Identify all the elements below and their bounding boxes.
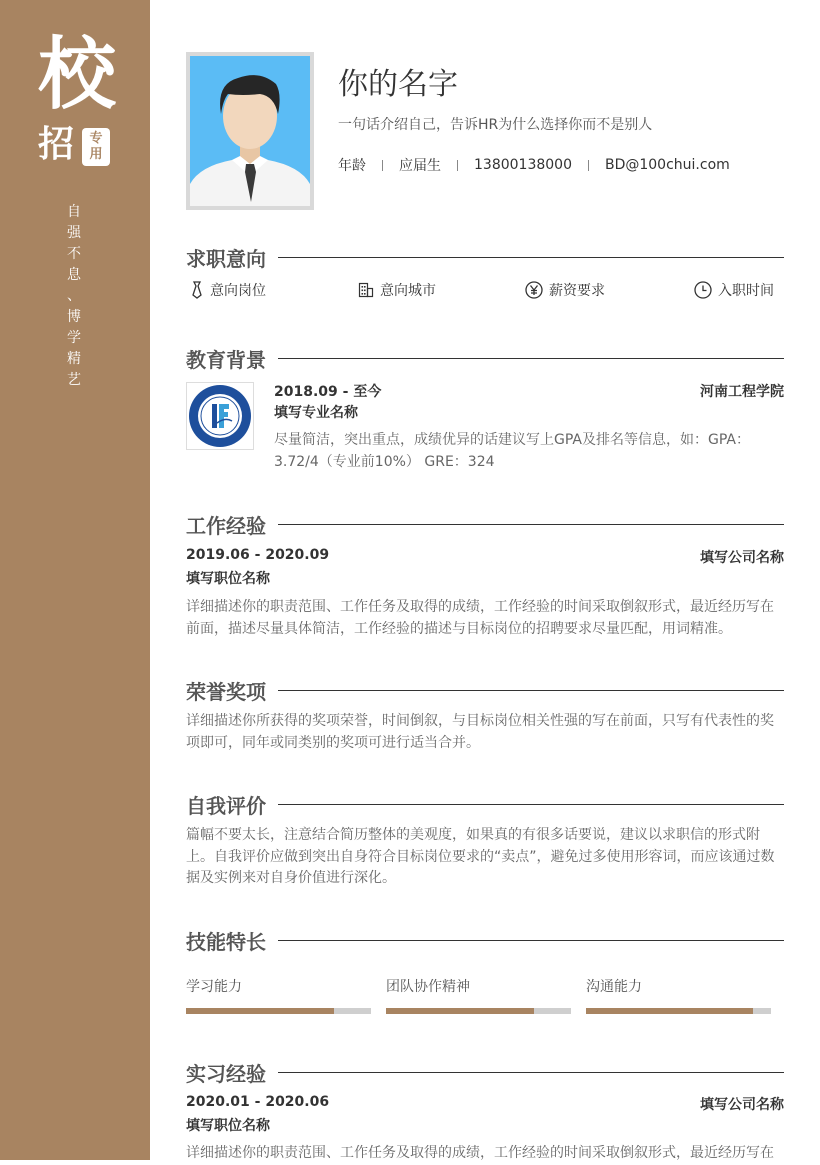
profile-photo [186,52,314,210]
exclusive-badge [82,128,110,166]
skill-label: 沟通能力 [586,979,642,995]
motto-char: 自 [67,204,81,220]
section-rule [278,358,784,359]
section-education [186,345,784,371]
divider [382,160,383,171]
work-position: 填写职位名称 [186,571,270,587]
motto-char: 博 [67,309,81,325]
section-rule [278,524,784,525]
section-title: 工作经验 [186,513,266,538]
skill-bar-fill [386,1008,534,1014]
intent-label: 薪资要求 [549,283,605,299]
skill-bar [386,1008,571,1014]
motto-char: 学 [67,330,81,346]
internship-position: 填写职位名称 [186,1118,270,1134]
section-honors [186,677,784,703]
section-rule [278,1072,784,1073]
section-title: 荣誉奖项 [186,679,266,704]
motto-char: 强 [67,225,81,241]
badge-bottom-char: 用 [89,147,103,162]
motto-char: 艺 [67,372,81,388]
school-emblem-icon [187,383,253,449]
section-rule [278,257,784,258]
status-text: 应届生 [399,158,441,174]
skill-item [386,976,571,1014]
intent-start-date [694,280,774,300]
section-title: 教育背景 [186,347,266,372]
motto-char: 息 [67,267,81,283]
intent-label: 意向城市 [380,283,436,299]
building-icon [358,282,374,298]
badge-top-char: 专 [89,131,103,146]
yen-icon [525,281,543,299]
work-date: 2019.06 - 2020.09 [186,547,330,563]
skill-bar [586,1008,771,1014]
work-company: 填写公司名称 [700,550,784,566]
skill-label: 团队协作精神 [386,979,470,995]
candidate-name: 你的名字 [338,67,458,102]
internship-desc: 详细描述你的职责范围、工作任务及取得的成绩，工作经验的时间采取倒叙形式，最近经历写在 [186,1145,774,1161]
divider [588,160,589,171]
intent-salary [525,280,605,300]
motto-char: 、 [67,288,81,304]
skill-bar-fill [586,1008,753,1014]
sidebar-motto [64,202,84,391]
intent-position [190,280,266,300]
motto-char: 精 [67,351,81,367]
divider [457,160,458,171]
honors-desc: 详细描述你所获得的奖项荣誉，时间倒叙，与目标岗位相关性强的写在前面，只写有代表性的奖项即可，同年或同类别的奖项可进行适当合并。 [186,713,774,751]
work-desc: 详细描述你的职责范围、工作任务及取得的成绩，工作经验的时间采取倒叙形式，最近经历写在前面，描述尽量具体简洁，工作经验的描述与目标岗位的招聘要求尽量匹配，用词精准。 [186,599,774,637]
sidebar [0,0,150,1160]
clock-icon [694,281,712,299]
section-rule [278,690,784,691]
section-title: 求职意向 [186,246,266,271]
education-date: 2018.09 - 至今 [274,384,382,400]
skill-label: 学习能力 [186,979,242,995]
school-logo [186,382,254,450]
section-rule [278,940,784,941]
internship-company: 填写公司名称 [700,1097,784,1113]
self-eval-desc: 篇幅不要太长，注意结合简历整体的美观度，如果真的有很多话要说，建议以求职信的形式附上。自我评价应做到突出自身符合目标岗位要求的“卖点”，避免过多使用形容词，而应该通过数据及实例来对自身价值进行深化。 [186,827,775,886]
skill-item [186,976,371,1014]
age-text: 年龄 [338,158,366,174]
self-intro: 一句话介绍自己，告诉HR为什么选择你而不是别人 [338,117,653,133]
intent-label: 入职时间 [718,283,774,299]
avatar-illustration [190,56,310,206]
section-title: 技能特长 [186,929,266,954]
section-internship [186,1059,784,1085]
section-work [186,511,784,537]
section-skills [186,927,784,953]
email-text: BD@100chui.com [604,157,730,173]
contact-row [338,155,730,175]
section-title: 自我评价 [186,793,266,818]
section-self-eval [186,791,784,817]
skill-bar [186,1008,371,1014]
tie-icon [190,281,204,299]
motto-char: 不 [67,246,81,262]
intent-city [358,280,436,300]
sidebar-small-char: 招 [38,123,75,165]
phone-text: 13800138000 [474,157,572,173]
intent-label: 意向岗位 [210,283,266,299]
skill-item [586,976,771,1014]
school-name: 河南工程学院 [700,384,784,400]
section-title: 实习经验 [186,1061,266,1086]
section-rule [278,804,784,805]
internship-date: 2020.01 - 2020.06 [186,1094,330,1110]
section-intent [186,244,784,270]
sidebar-big-char: 校 [38,29,117,120]
education-desc: 尽量简洁，突出重点，成绩优异的话建议写上GPA及排名等信息，如：GPA：3.72/4（专业前10%） GRE：324 [274,432,750,470]
major-name: 填写专业名称 [274,405,358,421]
intent-row [186,280,784,302]
skill-bar-fill [186,1008,334,1014]
